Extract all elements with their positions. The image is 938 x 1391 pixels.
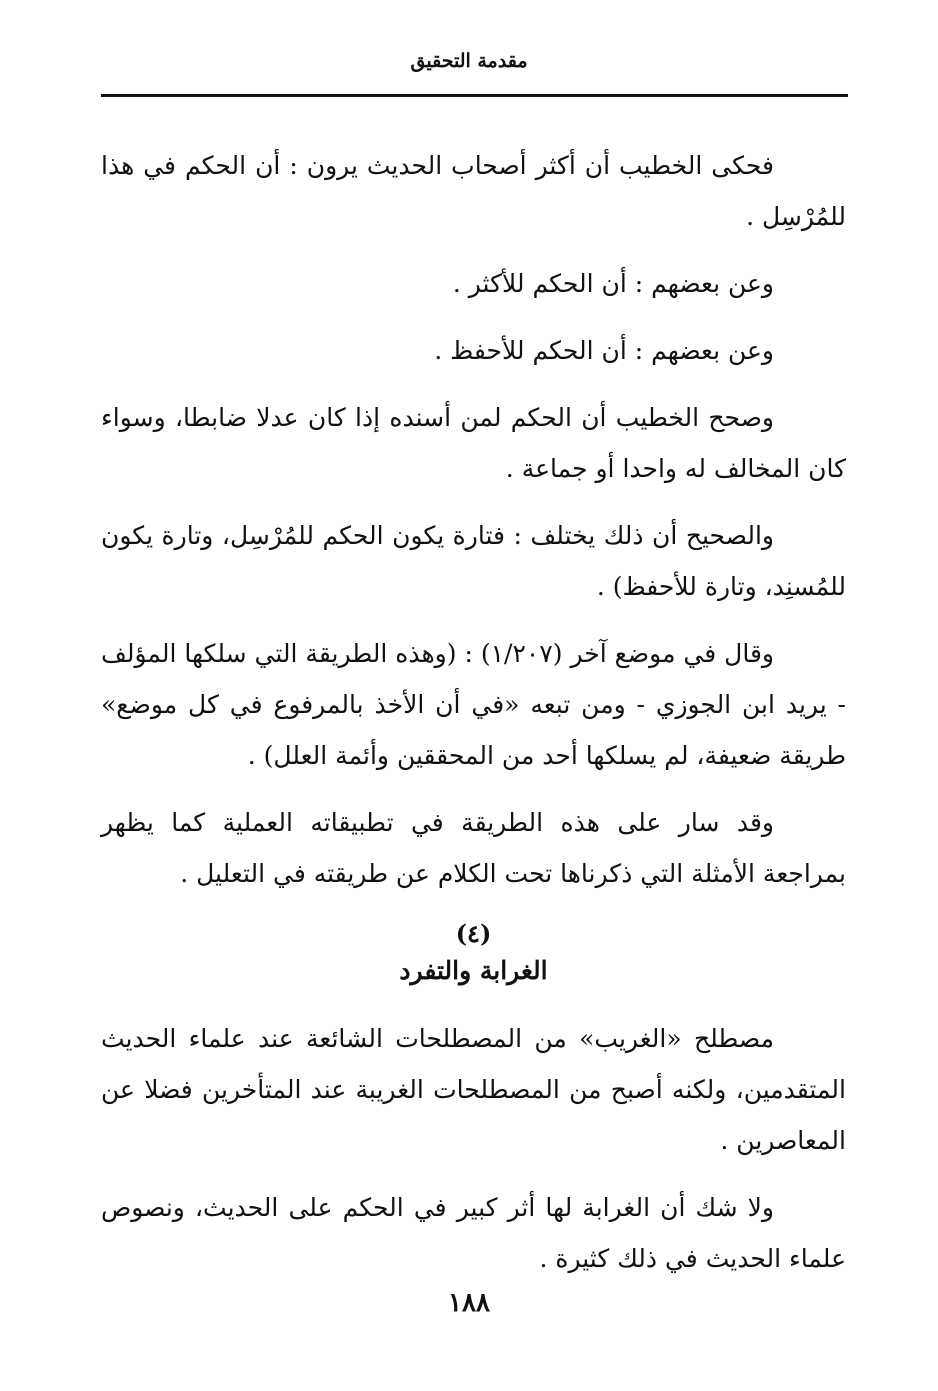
paragraph: ولا شك أن الغرابة لها أثر كبير في الحكم على الحديث، ونصوص علماء الحديث في ذلك كثيرة . xyxy=(101,1193,846,1273)
running-head: مقدمة التحقيق xyxy=(410,50,528,72)
section-title: الغرابة والتفرد xyxy=(399,956,548,985)
body-text xyxy=(101,140,846,1300)
paragraph: وعن بعضهم : أن الحكم للأحفظ . xyxy=(434,336,774,365)
paragraph: فحكى الخطيب أن أكثر أصحاب الحديث يرون : أن الحكم في هذا للمُرْسِل . xyxy=(101,151,846,231)
page-number: ١٨٨ xyxy=(448,1288,490,1318)
paragraph: مصطلح «الغريب» من المصطلحات الشائعة عند علماء الحديث المتقدمين، ولكنه أصبح من المصطلحات الغريبة عند المتأخرين فضلا عن المعاصرين . xyxy=(101,1024,846,1155)
paragraph: وصحح الخطيب أن الحكم لمن أسنده إذا كان عدلا ضابطا، وسواء كان المخالف له واحدا أو جماعة . xyxy=(101,403,846,483)
paragraph: وعن بعضهم : أن الحكم للأكثر . xyxy=(452,269,774,298)
paragraph: وقال في موضع آخر (١/٢٠٧) : (وهذه الطريقة التي سلكها المؤلف - يريد ابن الجوزي - ومن تبعه «في أن الأخذ بالمرفوع في كل موضع» طريقة ضعيفة، لم يسلكها أحد من المحققين وأئمة العلل) . xyxy=(101,639,846,770)
paragraph: وقد سار على هذه الطريقة في تطبيقاته العملية كما يظهر بمراجعة الأمثلة التي ذكرناها تحت الكلام عن طريقته في التعليل . xyxy=(101,808,846,888)
paragraph: والصحيح أن ذلك يختلف : فتارة يكون الحكم للمُرْسِل، وتارة يكون للمُسنِد، وتارة للأحفظ) . xyxy=(101,521,846,601)
section-heading xyxy=(101,917,846,991)
header-rule xyxy=(101,94,848,97)
section-number: (٤) xyxy=(455,919,492,948)
